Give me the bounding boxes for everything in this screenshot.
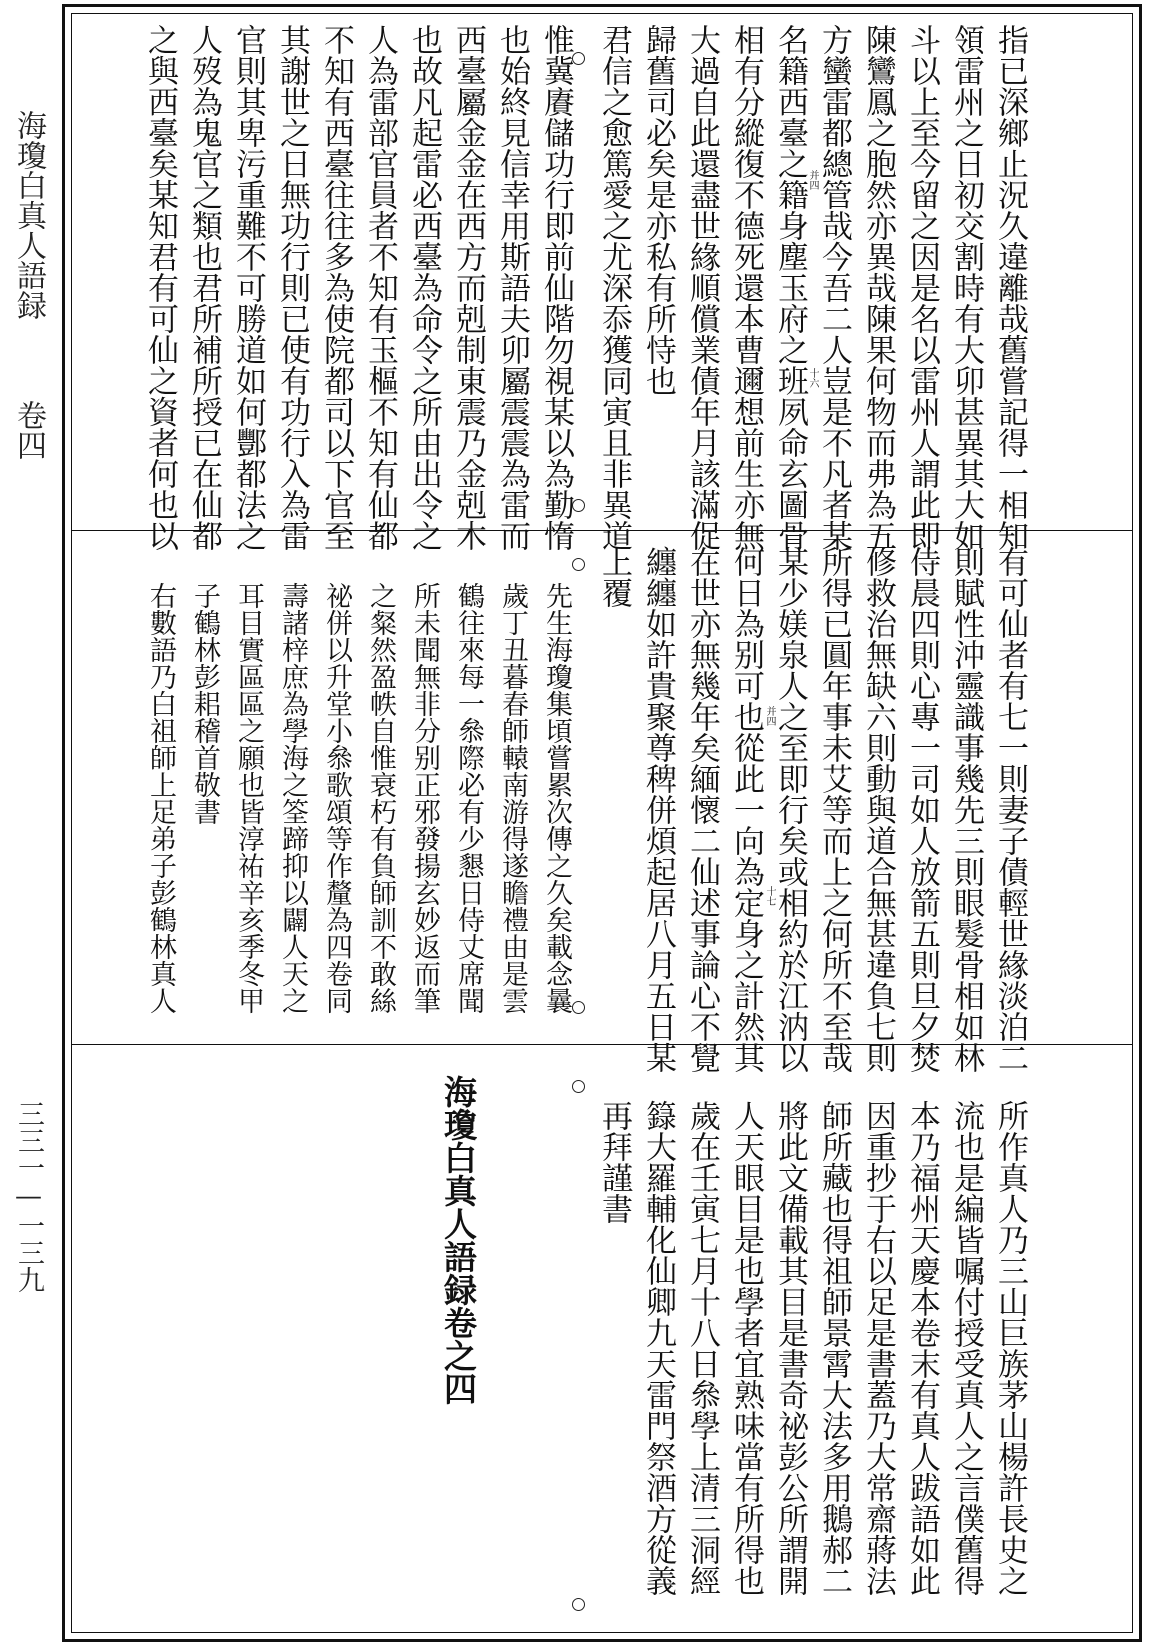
text-column: 也故凡起雷必西臺為命令之所由出令之 [406,24,442,551]
text-column: 流也是編皆嘱付授受真人之言僕舊得 [948,1100,984,1596]
middle-section [72,546,1132,1073]
circle-mark [572,1080,585,1093]
text-column: 所得已圓年事未艾等而上之何所不至哉 [816,546,852,1073]
text-column: 歸舊司必矣是亦私有所恃也 [640,24,676,396]
text-column: 也始終見信幸用斯語夫卯屬震震為雷而 [494,24,530,551]
circle-mark [572,1598,585,1611]
text-column: 西臺屬金金在西方而剋制東震乃金剋木 [450,24,486,551]
text-column: 不知有西臺往往多為使院都司以下官至 [318,24,354,551]
book-title-margin: 海瓊白真人語録 [11,110,46,320]
text-column: 指已深鄉止況久違離哉舊嘗記得一相知 [992,24,1028,551]
top-section [72,24,1132,551]
small-note: 十六 [807,368,818,388]
text-column: 耳目實區區之願也皆淳祐辛亥季冬甲 [233,582,264,1014]
text-column: 在世亦無幾年矣緬懷二仙述事論心不覺 [684,546,720,1073]
text-column: 相有分縱復不德死還本曹邇想前生亦無 [728,24,764,551]
text-column: 斗以上至今留之因是名以雷州人謂此即 [904,24,940,551]
text-column: 惟冀賡儲功行即前仙階勿視某以為勤惰 [538,24,574,551]
text-column: 纏纏如許貴聚尊稗併煩起居八月五日某 [640,546,676,1073]
text-column: 鶴往來每一叅際必有少懇日侍丈席聞 [453,582,484,1014]
text-column: 籙大羅輔化仙卿九天雷門祭酒方從義 [640,1100,676,1596]
text-column: 再拜謹書 [596,1100,632,1224]
small-note: 并四 [764,706,775,726]
text-column: 本乃福州天慶本卷末有真人跋語如此 [904,1100,940,1596]
text-column: 子鶴林彭耜稽首敬書 [189,582,220,825]
inner-frame [71,13,1133,1633]
text-column: 人天眼目是也學者宜熟味當有所得也 [728,1100,764,1596]
text-column: 君信之愈篤愛之尤深忝獲同寅且非異道 [596,24,632,551]
text-column: 人歿為鬼官之類也君所補所授已在仙都 [186,24,222,551]
page-number: 三三一—一三九 [13,1100,44,1293]
text-column: 領雷州之日初交割時有大卯甚異其大如 [948,24,984,551]
text-column: 壽諸梓庶為學海之筌蹄抑以闢人天之 [277,582,308,1014]
text-column: 其謝世之日無功行則已使有功行入為雷 [274,24,310,551]
text-column: 有可仙者有七一則妻子債輕世緣淡泊二 [992,546,1028,1073]
text-column: 因重抄于右以足是書蓋乃大常齋蔣法 [860,1100,896,1596]
text-column: 人為雷部官員者不知有玉樞不知有仙都 [362,24,398,551]
bottom-section [72,1060,1132,1630]
text-column: 名籍西臺之籍身塵玉府之班夙命玄圖骨 [772,24,808,551]
text-column: 則賦性沖靈識事幾先三則眼髮骨相如林 [948,546,984,1073]
text-column: 何日為别可也從此一向為定身之計然其 [728,546,764,1073]
text-column: 大過自此還盡世緣順償業債年月該滿促 [684,24,720,551]
closing-title: 海瓊白真人語録卷之四 [439,1075,478,1405]
text-column: 侍晨四則心專一司如人放箭五則旦夕焚 [904,546,940,1073]
text-column: 將此文備載其目是書奇祕彭公所謂開 [772,1100,808,1596]
text-column: 歲在壬寅七月十八日叅學上清三洞經 [684,1100,720,1596]
text-column: 歲丁丑暮春師轅南游得遂瞻禮由是雲 [497,582,528,1014]
text-column: 某少媄泉人之至即行矣或相約於江汭以 [772,546,808,1073]
text-column: 陳鸞鳳之胞然亦異哉陳果何物而弗為五 [860,24,896,551]
text-column: 方蠻雷都總管哉今吾二人豈是不凡者某 [816,24,852,551]
circle-mark [572,558,585,571]
small-note: 并四 [807,170,818,190]
page-frame [62,4,1142,1642]
volume-label: 卷四 [11,400,46,460]
text-column: 先生海瓊集頃嘗累次傳之久矣載念曩 [541,582,572,1014]
text-column: 之與西臺矣某知君有可仙之資者何也以 [142,24,178,551]
text-column: 所未聞無非分别正邪發揚玄妙返而筆 [409,582,440,1014]
text-column: 上覆 [596,546,632,608]
text-column: 修救治無缺六則動與道合無甚違負七則 [860,546,896,1073]
text-column: 所作真人乃三山巨族茅山楊許長史之 [992,1100,1028,1596]
section-divider [72,530,1132,531]
section-divider [72,1044,1132,1045]
text-column: 右數語乃白祖師上足弟子彭鶴林真人 [145,582,176,1014]
small-note: 十七 [764,886,775,906]
text-column: 祕併以升堂小叅歌頌等作釐為四卷同 [321,582,352,1014]
text-column: 師所藏也得祖師景霄大法多用鵝郝二 [816,1100,852,1596]
text-column: 之粲然盈帙自惟衰朽有負師訓不敢絲 [365,582,396,1014]
text-column: 官則其卑污重難不可勝道如何酆都法之 [230,24,266,551]
